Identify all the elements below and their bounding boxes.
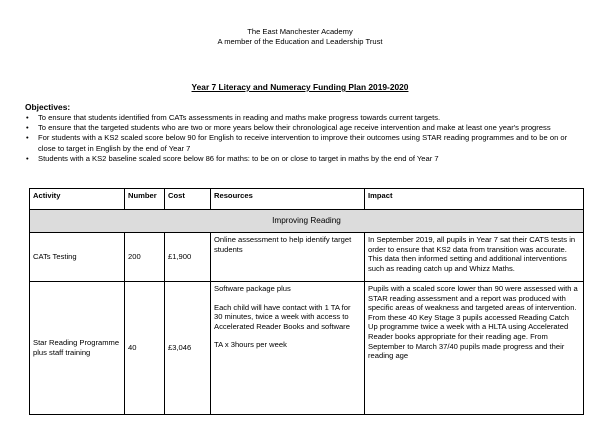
column-header-resources: Resources [211,189,365,210]
column-header-number: Number [125,189,165,210]
document-title: Year 7 Literacy and Numeracy Funding Plan 2019-2020 [191,82,409,92]
cell-number: 200 [125,233,165,282]
table-row [30,282,584,415]
resources-line: Software package plus [214,284,291,293]
objective-item [26,113,582,123]
objectives-list [26,113,582,164]
section-title: Improving Reading [30,210,584,233]
resources-line: Each child will have contact with 1 TA for 30 minutes, twice a week with access to Accelerated Reader Books and software [214,302,351,331]
objective-item [26,133,582,153]
column-header-impact: Impact [365,189,584,210]
cell-cost: £3,046 [165,282,211,415]
column-header-activity: Activity [30,189,125,210]
table-header-row [30,189,584,210]
bullet: • [26,153,29,163]
cell-resources: Online assessment to help identify target students [211,233,365,282]
objective-item [26,123,582,133]
column-header-cost: Cost [165,189,211,210]
section-row [30,210,584,233]
cell-impact: In September 2019, all pupils in Year 7 sat their CATS tests in order to ensure that KS2 data from transition was accurate. This data then informed setting and additional interventions such as reading catch up and Whizz Maths. [365,233,584,282]
trust-name: A member of the Education and Leadership Trust [217,37,383,46]
objective-item [26,154,582,164]
bullet: • [26,123,29,133]
objectives-heading: Objectives: [25,102,71,112]
objective-text: To ensure that students identified from CATs assessments in reading and maths make progress towards current targets. [38,113,441,122]
objective-text: For students with a KS2 scaled score below 90 for English to receive intervention to improve their outcomes using STAR reading programmes and to be on or close to target in English by the end of Year 7 [38,133,568,153]
resources-line: TA x 3hours per week [214,340,287,350]
objective-text: Students with a KS2 baseline scaled score below 86 for maths: to be on or close to target in maths by the end of Year 7 [38,153,439,163]
bullet: • [26,113,29,122]
table-row [30,233,584,282]
funding-plan-table [29,188,584,415]
bullet: • [26,133,29,143]
cell-resources [211,282,365,415]
cell-activity: CATs Testing [30,233,125,282]
cell-number: 40 [125,282,165,415]
document-header [0,27,600,47]
school-name: The East Manchester Academy [247,27,353,36]
cell-activity: Star Reading Programme plus staff training [30,282,125,415]
objective-text: To ensure that the targeted students who are two or more years below their chronological age receive intervention and make at least one year's progress [38,123,551,133]
cell-impact: Pupils with a scaled score lower than 90 were assessed with a STAR reading assessment and a report was produced with specific areas of weakness and targeted areas of intervention. From these 40 Key Stage 3 pupils accessed Reading Catch Up programme twice a week with a HLTA using Accelerated Reader books appropriate for their reading age. From September to March 37/40 pupils made progress and their reading age [365,282,584,415]
cell-cost: £1,900 [165,233,211,282]
